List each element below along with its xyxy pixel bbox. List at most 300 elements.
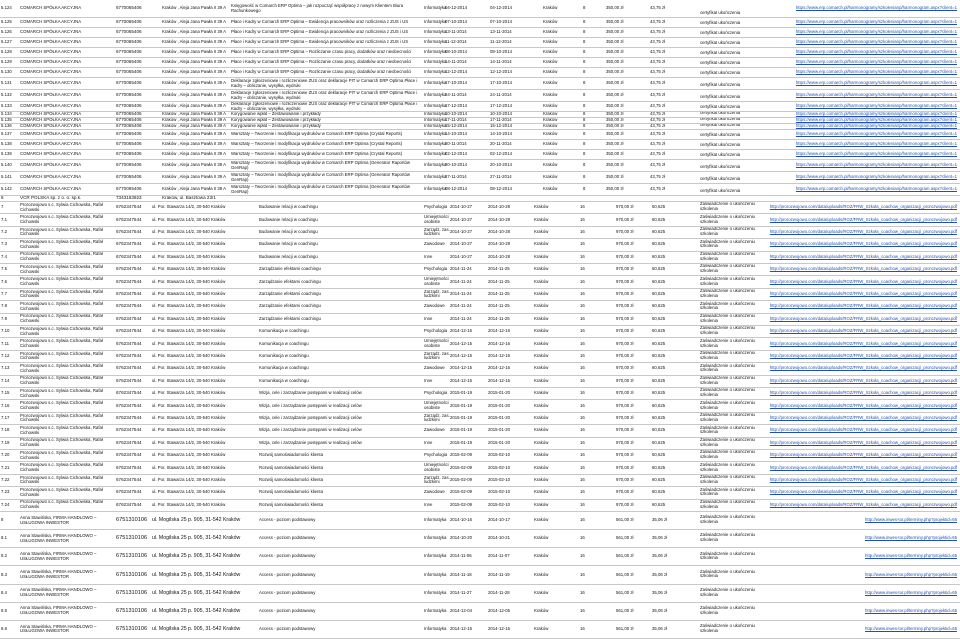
certificate-type: certyfikat ukończenia <box>700 82 741 88</box>
table-row <box>0 512 960 530</box>
training-price: 970,00 zł <box>616 464 634 470</box>
program-link[interactable]: http://prorozwojowo.com/data/uploads/ROZ/FRW_Szkoła_coachow_organizacji_prorozwojowo.pdf <box>769 402 957 408</box>
schedule-link[interactable]: https://www.erp.comarch.pl/harmonogramy/szkolenianp/harmonogram.aspx?client=1 <box>795 162 957 168</box>
company-address: Kraków , Aleja Jana Pawła II 39 A <box>162 131 227 137</box>
nip-number: 7343163923 <box>116 196 142 201</box>
company-name: Prorozwojowo s.c. Sylwia Cichowska, Rafał Cichowski <box>20 400 103 411</box>
training-name: Wizja, cele i zarządzanie postępami w realizacji celów <box>259 439 362 445</box>
program-link[interactable]: http://prorozwojowo.com/data/uploads/ROZ/FRW_Szkoła_coachow_organizacji_prorozwojowo.pdf <box>769 216 957 222</box>
program-link[interactable]: http://prorozwojowo.com/data/uploads/ROZ/FRW_Szkoła_coachow_organizacji_prorozwojowo.pdf <box>769 365 957 371</box>
row-id: 5.128 <box>1 49 12 55</box>
date-to: 2014-10-28 <box>488 229 510 235</box>
nip-number: 6762347544 <box>116 229 142 235</box>
schedule-link[interactable]: https://www.erp.comarch.pl/harmonogramy/szkolenianp/harmonogram.aspx?client=1 <box>795 92 957 98</box>
training-name: Budowanie relacji w coachingu <box>259 241 318 247</box>
table-row <box>0 487 960 499</box>
table-row <box>0 78 960 90</box>
date-to: 11-12-2014 <box>490 39 512 45</box>
date-to: 2015-02-10 <box>488 489 510 495</box>
training-category: Informatyka <box>424 517 447 523</box>
nip-number: 6762347544 <box>116 315 142 321</box>
date-from: 17-11-2014 <box>445 118 467 123</box>
table-row <box>0 462 960 474</box>
training-category: Psychologia <box>424 266 448 272</box>
training-city: Kraków <box>543 174 558 180</box>
hour-price: 35,06 zł <box>652 607 668 613</box>
certificate-type: Zaświadczenie o ukończeniu szkolenia <box>700 550 755 561</box>
date-from: 2014-11-24 <box>450 315 472 321</box>
table-row <box>0 621 960 639</box>
training-category: Psychologia <box>424 390 448 396</box>
training-city: Kraków <box>543 92 558 98</box>
company-address: Kraków , Aleja Jana Pawła II 39 A <box>162 59 227 65</box>
program-link[interactable]: http://prorozwojowo.com/data/uploads/ROZ/FRW_Szkoła_coachow_organizacji_prorozwojowo.pdf <box>769 489 957 495</box>
company-name: Prorozwojowo s.c. Sylwia Cichowska, Rafał Cichowski <box>20 251 103 262</box>
date-from: 2014-10-27 <box>450 253 472 259</box>
certificate-type: Zaświadczenie o ukończeniu szkolenia <box>700 326 755 336</box>
training-hours: 8 <box>583 112 586 117</box>
company-name: COMARCH SPÓŁKA AKCYJNA <box>20 5 82 11</box>
company-address: ul. Mogilska 25 p. 905, 31-542 Kraków <box>152 607 241 614</box>
company-name: Anna Stawińska, FIRMA HANDLOWO – USŁUGOWA INWESTOR <box>20 605 97 616</box>
row-id: 7.10 <box>1 328 10 334</box>
hour-price: 35,06 zł <box>652 571 668 577</box>
hour-price: 60,625 <box>652 204 666 210</box>
hour-price: 60,625 <box>652 477 666 483</box>
program-link[interactable]: http://prorozwojowo.com/data/uploads/ROZ/FRW_Szkoła_coachow_organizacji_prorozwojowo.pdf <box>769 501 957 507</box>
nip-number: 6770065406 <box>116 5 142 11</box>
row-id: 7.19 <box>1 439 10 445</box>
training-category: Informatyka <box>424 29 447 35</box>
nip-number: 6770065406 <box>116 131 142 137</box>
company-name: Anna Stawińska, FIRMA HANDLOWO – USŁUGOWA INWESTOR <box>20 514 97 525</box>
company-address: Kraków , Aleja Jana Pawła II 39 A <box>162 174 227 180</box>
certificate-type: certyfikat ukończenia <box>700 10 741 16</box>
training-city: Kraków <box>534 328 549 334</box>
company-name: Prorozwojowo s.c. Sylwia Cichowska, Rafał Cichowski <box>20 202 103 212</box>
training-hours: 16 <box>580 464 585 470</box>
date-from: 2014-12-15 <box>450 377 472 383</box>
certificate-type: Zaświadczenie o ukończeniu szkolenia <box>700 586 755 597</box>
nip-number: 6762347544 <box>116 464 142 470</box>
table-row <box>0 276 960 288</box>
program-link[interactable]: http://prorozwojowo.com/data/uploads/ROZ/FRW_Szkoła_coachow_organizacji_prorozwojowo.pdf <box>769 439 957 445</box>
training-hours: 16 <box>580 278 585 284</box>
training-category: Informatyka <box>424 151 447 157</box>
company-name: COMARCH SPÓŁKA AKCYJNA <box>20 186 82 192</box>
company-address: Kraków , Aleja Jana Pawła II 39 A <box>162 103 227 109</box>
training-price: 970,00 zł <box>616 390 634 396</box>
training-category: Informatyka <box>424 5 447 11</box>
nip-number: 6770065406 <box>116 141 142 147</box>
training-price: 970,00 zł <box>616 204 634 210</box>
training-category: Informatyka <box>424 607 447 613</box>
hour-price: 60,625 <box>652 229 666 235</box>
hour-price: 60,625 <box>652 489 666 495</box>
certificate-type: certyfikat ukończenia <box>700 94 741 100</box>
hour-price: 60,625 <box>652 377 666 383</box>
schedule-link[interactable]: http://www.inwes-tor.pl/terminy.php?projektid=65 <box>865 535 957 541</box>
training-name: Access - poziom podstawowy <box>259 571 316 577</box>
training-category: Informatyka <box>424 124 447 129</box>
date-from: 20-11-2014 <box>445 141 467 147</box>
certificate-type: certyfikat ukończenia <box>700 50 741 56</box>
schedule-link[interactable]: https://www.erp.comarch.pl/harmonogramy/szkolenianp/harmonogram.aspx?client=1 <box>795 29 957 35</box>
certificate-type: certyfikat ukończenia <box>700 30 741 36</box>
hour-price: 43,75 zł <box>650 92 666 98</box>
certificate-type: Zaświadczenie o ukończeniu szkolenia <box>700 338 755 348</box>
hour-price: 60,625 <box>652 253 666 259</box>
training-name: Płace i Kadry w Comarch ERP Optima – Ewidencja pracowników oraz rozliczenia z ZUS i US <box>231 19 409 25</box>
nip-number: 6770065406 <box>116 186 142 192</box>
company-name: Prorozwojowo s.c. Sylwia Cichowska, Rafał Cichowski <box>20 226 103 237</box>
company-name: Anna Stawińska, FIRMA HANDLOWO – USŁUGOWA INWESTOR <box>20 623 97 634</box>
company-name: Prorozwojowo s.c. Sylwia Cichowska, Rafał Cichowski <box>20 239 103 249</box>
date-to: 24-11-2014 <box>490 92 512 98</box>
company-address: Kraków , Aleja Jana Pawła II 39 A <box>162 141 227 147</box>
training-name: Płace i Kadry w Comarch ERP Optima – Rozliczanie czasu pracy, dodatków oraz nieobecności <box>231 69 412 75</box>
hour-price: 43,75 zł <box>650 49 666 55</box>
training-hours: 16 <box>580 365 585 371</box>
hour-price: 60,625 <box>652 353 666 359</box>
training-price: 350,00 zł <box>606 80 624 86</box>
date-to: 2015-01-20 <box>488 427 510 433</box>
schedule-link[interactable]: http://www.inwes-tor.pl/terminy.php?projektid=65 <box>865 517 957 523</box>
date-to: 2014-12-16 <box>488 626 510 632</box>
schedule-link[interactable]: https://www.erp.comarch.pl/harmonogramy/szkolenianp/harmonogram.aspx?client=1 <box>795 112 957 117</box>
schedule-link[interactable]: https://www.erp.comarch.pl/harmonogramy/szkolenianp/harmonogram.aspx?client=1 <box>795 19 957 25</box>
date-from: 14-10-2014 <box>445 131 467 137</box>
nip-number: 6770065406 <box>116 124 142 129</box>
training-price: 970,00 zł <box>616 328 634 334</box>
hour-price: 60,625 <box>652 464 666 470</box>
company-address: ul. Por. Stawarza 14/2, 30-540 Kraków <box>152 402 226 408</box>
program-link[interactable]: http://prorozwojowo.com/data/uploads/ROZ/FRW_Szkoła_coachow_organizacji_prorozwojowo.pdf <box>769 427 957 433</box>
training-hours: 16 <box>580 477 585 483</box>
date-to: 2015-01-20 <box>488 439 510 445</box>
training-name: Zarządzanie efektami coachingu <box>259 303 321 309</box>
hour-price: 43,75 zł <box>650 131 666 137</box>
date-from: 08-10-2014 <box>445 49 467 55</box>
date-from: 2015-02-09 <box>450 501 472 507</box>
date-from: 2014-10-16 <box>450 517 472 523</box>
company-name: COMARCH SPÓŁKA AKCYJNA <box>20 59 82 65</box>
hour-price: 43,75 zł <box>650 39 666 45</box>
program-link[interactable]: http://prorozwojowo.com/data/uploads/ROZ/FRW_Szkoła_coachow_organizacji_prorozwojowo.pdf <box>769 340 957 346</box>
hour-price: 60,625 <box>652 303 666 309</box>
training-name: Wizja, cele i zarządzanie postępami w realizacji celów <box>259 415 362 421</box>
nip-number: 6762347544 <box>116 427 142 433</box>
date-to: 2014-11-25 <box>488 315 510 321</box>
nip-number: 6751310106 <box>116 535 148 542</box>
table-row <box>0 585 960 603</box>
schedule-link[interactable]: http://www.inwes-tor.pl/terminy.php?projektid=65 <box>865 589 957 595</box>
training-price: 970,00 zł <box>616 415 634 421</box>
date-to: 08-10-2014 <box>490 49 512 55</box>
date-from: 12-12-2014 <box>445 69 467 75</box>
training-city: Kraków <box>543 69 558 75</box>
training-name: Komunikacja w coachingu <box>259 377 309 383</box>
hour-price: 60,625 <box>652 501 666 507</box>
date-to: 2015-02-10 <box>488 477 510 483</box>
nip-number: 6770065406 <box>116 19 142 25</box>
hour-price: 43,75 zł <box>650 186 666 192</box>
hour-price: 60,625 <box>652 365 666 371</box>
schedule-link[interactable]: https://www.erp.comarch.pl/harmonogramy/szkolenianp/harmonogram.aspx?client=1 <box>795 118 957 123</box>
certificate-type: Zaświadczenie o ukończeniu szkolenia <box>700 226 755 236</box>
training-city: Kraków <box>543 39 558 45</box>
training-category: Informatyka <box>424 103 447 109</box>
training-city: Kraków <box>534 571 549 577</box>
program-link[interactable]: http://prorozwojowo.com/data/uploads/ROZ/FRW_Szkoła_coachow_organizacji_prorozwojowo.pdf <box>769 241 957 247</box>
schedule-link[interactable]: https://www.erp.comarch.pl/harmonogramy/szkolenianp/harmonogram.aspx?client=1 <box>795 39 957 45</box>
company-address: ul. Por. Stawarza 14/2, 30-540 Kraków <box>152 241 226 247</box>
schedule-link[interactable]: https://www.erp.comarch.pl/harmonogramy/szkolenianp/harmonogram.aspx?client=1 <box>795 59 957 65</box>
row-id: 5.125 <box>1 19 12 25</box>
training-name: Komunikacja w coachingu <box>259 365 309 371</box>
training-name: Access - poziom podstawowy <box>259 535 316 541</box>
company-name: COMARCH SPÓŁKA AKCYJNA <box>20 80 82 86</box>
nip-number: 6762347544 <box>116 415 142 421</box>
training-hours: 8 <box>583 103 586 109</box>
company-name: Prorozwojowo s.c. Sylwia Cichowska, Rafał Cichowski <box>20 412 103 423</box>
date-from: 2015-01-19 <box>450 402 472 408</box>
company-name: Prorozwojowo s.c. Sylwia Cichowska, Rafał Cichowski <box>20 462 103 473</box>
company-address: Kraków , Aleja Jana Pawła II 39 A <box>162 112 227 117</box>
company-name: COMARCH SPÓŁKA AKCYJNA <box>20 39 82 45</box>
nip-number: 6762347544 <box>116 390 142 396</box>
training-name: Zarządzanie efektami coachingu <box>259 291 321 297</box>
company-address: ul. Por. Stawarza 14/2, 30-540 Kraków <box>152 464 226 470</box>
nip-number: 6762347544 <box>116 452 142 458</box>
table-row <box>0 160 960 172</box>
nip-number: 6751310106 <box>116 626 148 633</box>
company-address: ul. Por. Stawarza 14/2, 30-540 Kraków <box>152 439 226 445</box>
training-category: Informatyka <box>424 59 447 65</box>
training-category: Informatyka <box>424 69 447 75</box>
training-price: 350,00 zł <box>606 29 624 35</box>
company-address: ul. Por. Stawarza 14/2, 30-540 Kraków <box>152 415 226 421</box>
training-price: 350,00 zł <box>606 103 624 109</box>
company-address: Kraków , Aleja Jana Pawła II 39 A <box>162 19 227 25</box>
hour-price: 60,625 <box>652 452 666 458</box>
row-id: 8 <box>1 517 4 523</box>
training-city: Kraków <box>534 315 549 321</box>
training-category: Informatyka <box>424 131 447 137</box>
program-link[interactable]: http://prorozwojowo.com/data/uploads/ROZ/FRW_Szkoła_coachow_organizacji_prorozwojowo.pdf <box>769 390 957 396</box>
training-category: Informatyka <box>424 80 447 86</box>
training-category: Psychologia <box>424 328 448 334</box>
training-name: Access - poziom podstawowy <box>259 553 316 559</box>
nip-number: 6770065406 <box>116 103 142 109</box>
training-category: Umiejętności osobiste <box>424 400 449 411</box>
hour-price: 60,625 <box>652 415 666 421</box>
table-row <box>0 172 960 184</box>
program-link[interactable]: http://prorozwojowo.com/data/uploads/ROZ/FRW_Szkoła_coachow_organizacji_prorozwojowo.pdf <box>769 204 957 210</box>
company-address: ul. Por. Stawarza 14/2, 30-540 Kraków <box>152 340 226 346</box>
training-hours: 16 <box>580 452 585 458</box>
schedule-link[interactable]: https://www.erp.comarch.pl/harmonogramy/szkolenianp/harmonogram.aspx?client=1 <box>795 174 957 180</box>
certificate-type: Zaświadczenie o ukończeniu szkolenia <box>700 239 755 249</box>
schedule-link[interactable]: https://www.erp.comarch.pl/harmonogramy/szkolenianp/harmonogram.aspx?client=1 <box>795 49 957 55</box>
company-name: COMARCH SPÓŁKA AKCYJNA <box>20 131 82 137</box>
schedule-link[interactable]: https://www.erp.comarch.pl/harmonogramy/szkolenianp/harmonogram.aspx?client=1 <box>795 69 957 75</box>
date-to: 2015-01-20 <box>488 390 510 396</box>
training-name: Zarządzanie efektami coachingu <box>259 266 321 272</box>
schedule-link[interactable]: http://www.inwes-tor.pl/terminy.php?projektid=65 <box>865 607 957 613</box>
date-to: 13-11-2014 <box>490 29 512 35</box>
company-name: Prorozwojowo s.c. Sylwia Cichowska, Rafał Cichowski <box>20 301 103 311</box>
company-name: COMARCH SPÓŁKA AKCYJNA <box>20 92 82 98</box>
row-id: 8.3 <box>1 571 7 577</box>
company-name: COMARCH SPÓŁKA AKCYJNA <box>20 69 82 75</box>
date-from: 08-12-2014 <box>445 186 467 192</box>
schedule-link[interactable]: http://www.inwes-tor.pl/terminy.php?projektid=65 <box>865 571 957 577</box>
certificate-type: Zaświadczenie o ukończeniu szkolenia <box>700 604 755 615</box>
training-city: Kraków <box>534 278 549 284</box>
training-price: 350,00 zł <box>606 174 624 180</box>
row-id: 7.18 <box>1 427 10 433</box>
hour-price: 60,625 <box>652 340 666 346</box>
row-id: 7.15 <box>1 390 10 396</box>
certificate-type: Zaświadczenie o ukończeniu szkolenia <box>700 568 755 579</box>
company-name: Anna Stawińska, FIRMA HANDLOWO – USŁUGOWA INWESTOR <box>20 551 97 561</box>
training-price: 970,00 zł <box>616 278 634 284</box>
nip-number: 6751310106 <box>116 553 148 560</box>
certificate-type: Zaświadczenie o ukończeniu szkolenia <box>700 276 755 286</box>
training-hours: 8 <box>583 39 586 45</box>
training-price: 350,00 zł <box>606 141 624 147</box>
certificate-type: Zaświadczenie o ukończeniu szkolenia <box>700 437 755 447</box>
program-link[interactable]: http://prorozwojowo.com/data/uploads/ROZ/FRW_Szkoła_coachow_organizacji_prorozwojowo.pdf <box>769 278 957 284</box>
training-name: Warsztaty – Tworzenie i modyfikacja wydruków w Comarch ERP Optima (Crystal Reports) <box>231 151 403 157</box>
row-id: 5.141 <box>1 174 12 180</box>
company-name: Prorozwojowo s.c. Sylwia Cichowska, Rafał Cichowski <box>20 288 103 299</box>
program-link[interactable]: http://prorozwojowo.com/data/uploads/ROZ/FRW_Szkoła_coachow_organizacji_prorozwojowo.pdf <box>769 353 957 359</box>
table-row <box>0 184 960 196</box>
table-row <box>0 326 960 338</box>
schedule-link[interactable]: https://www.erp.comarch.pl/harmonogramy/szkolenianp/harmonogram.aspx?client=1 <box>795 80 957 86</box>
row-id: 5.133 <box>1 103 12 109</box>
hour-price: 35,06 zł <box>652 626 668 632</box>
training-hours: 8 <box>583 186 586 192</box>
company-address: ul. Mogilska 25 p. 905, 31-542 Kraków <box>152 571 241 578</box>
training-category: Inne <box>424 501 433 507</box>
date-to: 2015-02-10 <box>488 464 510 470</box>
table-row <box>0 376 960 388</box>
training-city: Kraków <box>543 59 558 65</box>
row-id: 8.5 <box>1 607 7 613</box>
certificate-type: Zaświadczenie o ukończeniu szkolenia <box>700 350 755 360</box>
training-hours: 8 <box>583 92 586 98</box>
schedule-link[interactable]: https://www.erp.comarch.pl/harmonogramy/szkolenianp/harmonogram.aspx?client=1 <box>795 186 957 192</box>
table-row <box>0 130 960 140</box>
training-city: Kraków <box>534 415 549 421</box>
date-to: 2014-11-25 <box>488 303 510 309</box>
training-category: Psychologia <box>424 452 448 458</box>
training-price: 350,00 zł <box>606 19 624 25</box>
program-link[interactable]: http://prorozwojowo.com/data/uploads/ROZ/FRW_Szkoła_coachow_organizacji_prorozwojowo.pdf <box>769 266 957 272</box>
schedule-link[interactable]: http://www.inwes-tor.pl/terminy.php?projektid=65 <box>865 553 957 559</box>
date-from: 2014-11-24 <box>450 278 472 284</box>
training-city: Kraków <box>534 353 549 359</box>
schedule-link[interactable]: https://www.erp.comarch.pl/harmonogramy/szkolenianp/harmonogram.aspx?client=1 <box>795 124 957 129</box>
schedule-link[interactable]: http://www.inwes-tor.pl/terminy.php?projektid=65 <box>865 626 957 632</box>
training-category: Informatyka <box>424 141 447 147</box>
company-address: ul. Por. Stawarza 14/2, 30-540 Kraków <box>152 501 226 507</box>
company-name: Prorozwojowo s.c. Sylwia Cichowska, Rafał Cichowski <box>20 276 103 287</box>
row-id: 6 <box>1 196 4 201</box>
schedule-link[interactable]: https://www.erp.comarch.pl/harmonogramy/szkolenianp/harmonogram.aspx?client=1 <box>795 131 957 137</box>
program-link[interactable]: http://prorozwojowo.com/data/uploads/ROZ/FRW_Szkoła_coachow_organizacji_prorozwojowo.pdf <box>769 464 957 470</box>
training-price: 561,00 zł <box>616 535 634 541</box>
training-city: Kraków <box>534 427 549 433</box>
schedule-link[interactable]: https://www.erp.comarch.pl/harmonogramy/szkolenianp/harmonogram.aspx?client=1 <box>795 5 957 11</box>
training-category: Umiejętności osobiste <box>424 276 449 287</box>
company-name: Prorozwojowo s.c. Sylwia Cichowska, Rafał Cichowski <box>20 425 103 435</box>
program-link[interactable]: http://prorozwojowo.com/data/uploads/ROZ/FRW_Szkoła_coachow_organizacji_prorozwojowo.pdf <box>769 291 957 297</box>
program-link[interactable]: http://prorozwojowo.com/data/uploads/ROZ/FRW_Szkoła_coachow_organizacji_prorozwojowo.pdf <box>769 477 957 483</box>
date-from: 2015-02-09 <box>450 464 472 470</box>
training-category: Zawodowe <box>424 489 445 495</box>
date-from: 10-10-2014 <box>445 112 467 117</box>
certificate-type: Zaświadczenie o ukończeniu szkolenia <box>700 288 755 298</box>
nip-number: 6762347544 <box>116 340 142 346</box>
training-category: Informatyka <box>424 112 447 117</box>
training-price: 970,00 zł <box>616 477 634 483</box>
company-name: Prorozwojowo s.c. Sylwia Cichowska, Rafał Cichowski <box>20 388 103 398</box>
schedule-link[interactable]: https://www.erp.comarch.pl/harmonogramy/szkolenianp/harmonogram.aspx?client=1 <box>795 151 957 157</box>
training-category: Zarządz. zas. ludzkimi <box>424 288 450 299</box>
training-price: 561,00 zł <box>616 626 634 632</box>
training-category: Umiejętności osobiste <box>424 214 449 225</box>
date-to: 2014-11-25 <box>488 266 510 272</box>
training-city: Kraków <box>534 303 549 309</box>
program-link[interactable]: http://prorozwojowo.com/data/uploads/ROZ/FRW_Szkoła_coachow_organizacji_prorozwojowo.pdf <box>769 303 957 309</box>
training-price: 970,00 zł <box>616 501 634 507</box>
training-name: Komunikacja w coachingu <box>259 340 309 346</box>
certificate-type: Zaświadczenie o ukończeniu szkolenia <box>700 514 755 525</box>
training-name: Access - poziom podstawowy <box>259 626 316 632</box>
date-from: 2015-02-09 <box>450 452 472 458</box>
schedule-link[interactable]: https://www.erp.comarch.pl/harmonogramy/szkolenianp/harmonogram.aspx?client=1 <box>795 141 957 147</box>
schedule-link[interactable]: https://www.erp.comarch.pl/harmonogramy/szkolenianp/harmonogram.aspx?client=1 <box>795 103 957 109</box>
program-link[interactable]: http://prorozwojowo.com/data/uploads/ROZ/FRW_Szkoła_coachow_organizacji_prorozwojowo.pdf <box>769 253 957 259</box>
program-link[interactable]: http://prorozwojowo.com/data/uploads/ROZ/FRW_Szkoła_coachow_organizacji_prorozwojowo.pdf <box>769 452 957 458</box>
row-id: 7 <box>1 204 4 210</box>
program-link[interactable]: http://prorozwojowo.com/data/uploads/ROZ/FRW_Szkoła_coachow_organizacji_prorozwojowo.pdf <box>769 229 957 235</box>
company-address: Kraków , Aleja Jana Pawła II 39 A <box>162 5 227 11</box>
date-from: 2015-01-19 <box>450 415 472 421</box>
date-from: 2014-10-20 <box>450 535 472 541</box>
training-hours: 16 <box>580 229 585 235</box>
training-name: Komunikacja w coachingu <box>259 353 309 359</box>
program-link[interactable]: http://prorozwojowo.com/data/uploads/ROZ/FRW_Szkoła_coachow_organizacji_prorozwojowo.pdf <box>769 315 957 321</box>
training-price: 561,00 zł <box>616 607 634 613</box>
date-from: 2014-11-06 <box>450 553 472 559</box>
training-category: Informatyka <box>424 589 447 595</box>
company-address: Kraków , Aleja Jana Pawła II 39 A <box>162 92 227 98</box>
program-link[interactable]: http://prorozwojowo.com/data/uploads/ROZ/FRW_Szkoła_coachow_organizacji_prorozwojowo.pdf <box>769 377 957 383</box>
date-to: 2014-10-28 <box>488 253 510 259</box>
training-price: 350,00 zł <box>606 59 624 65</box>
program-link[interactable]: http://prorozwojowo.com/data/uploads/ROZ/FRW_Szkoła_coachow_organizacji_prorozwojowo.pdf <box>769 328 957 334</box>
training-city: Kraków <box>534 216 549 222</box>
certificate-type: Zaświadczenie o ukończeniu szkolenia <box>700 499 755 509</box>
hour-price: 43,75 zł <box>650 124 666 129</box>
date-from: 2015-01-19 <box>450 427 472 433</box>
program-link[interactable]: http://prorozwojowo.com/data/uploads/ROZ/FRW_Szkoła_coachow_organizacji_prorozwojowo.pdf <box>769 415 957 421</box>
